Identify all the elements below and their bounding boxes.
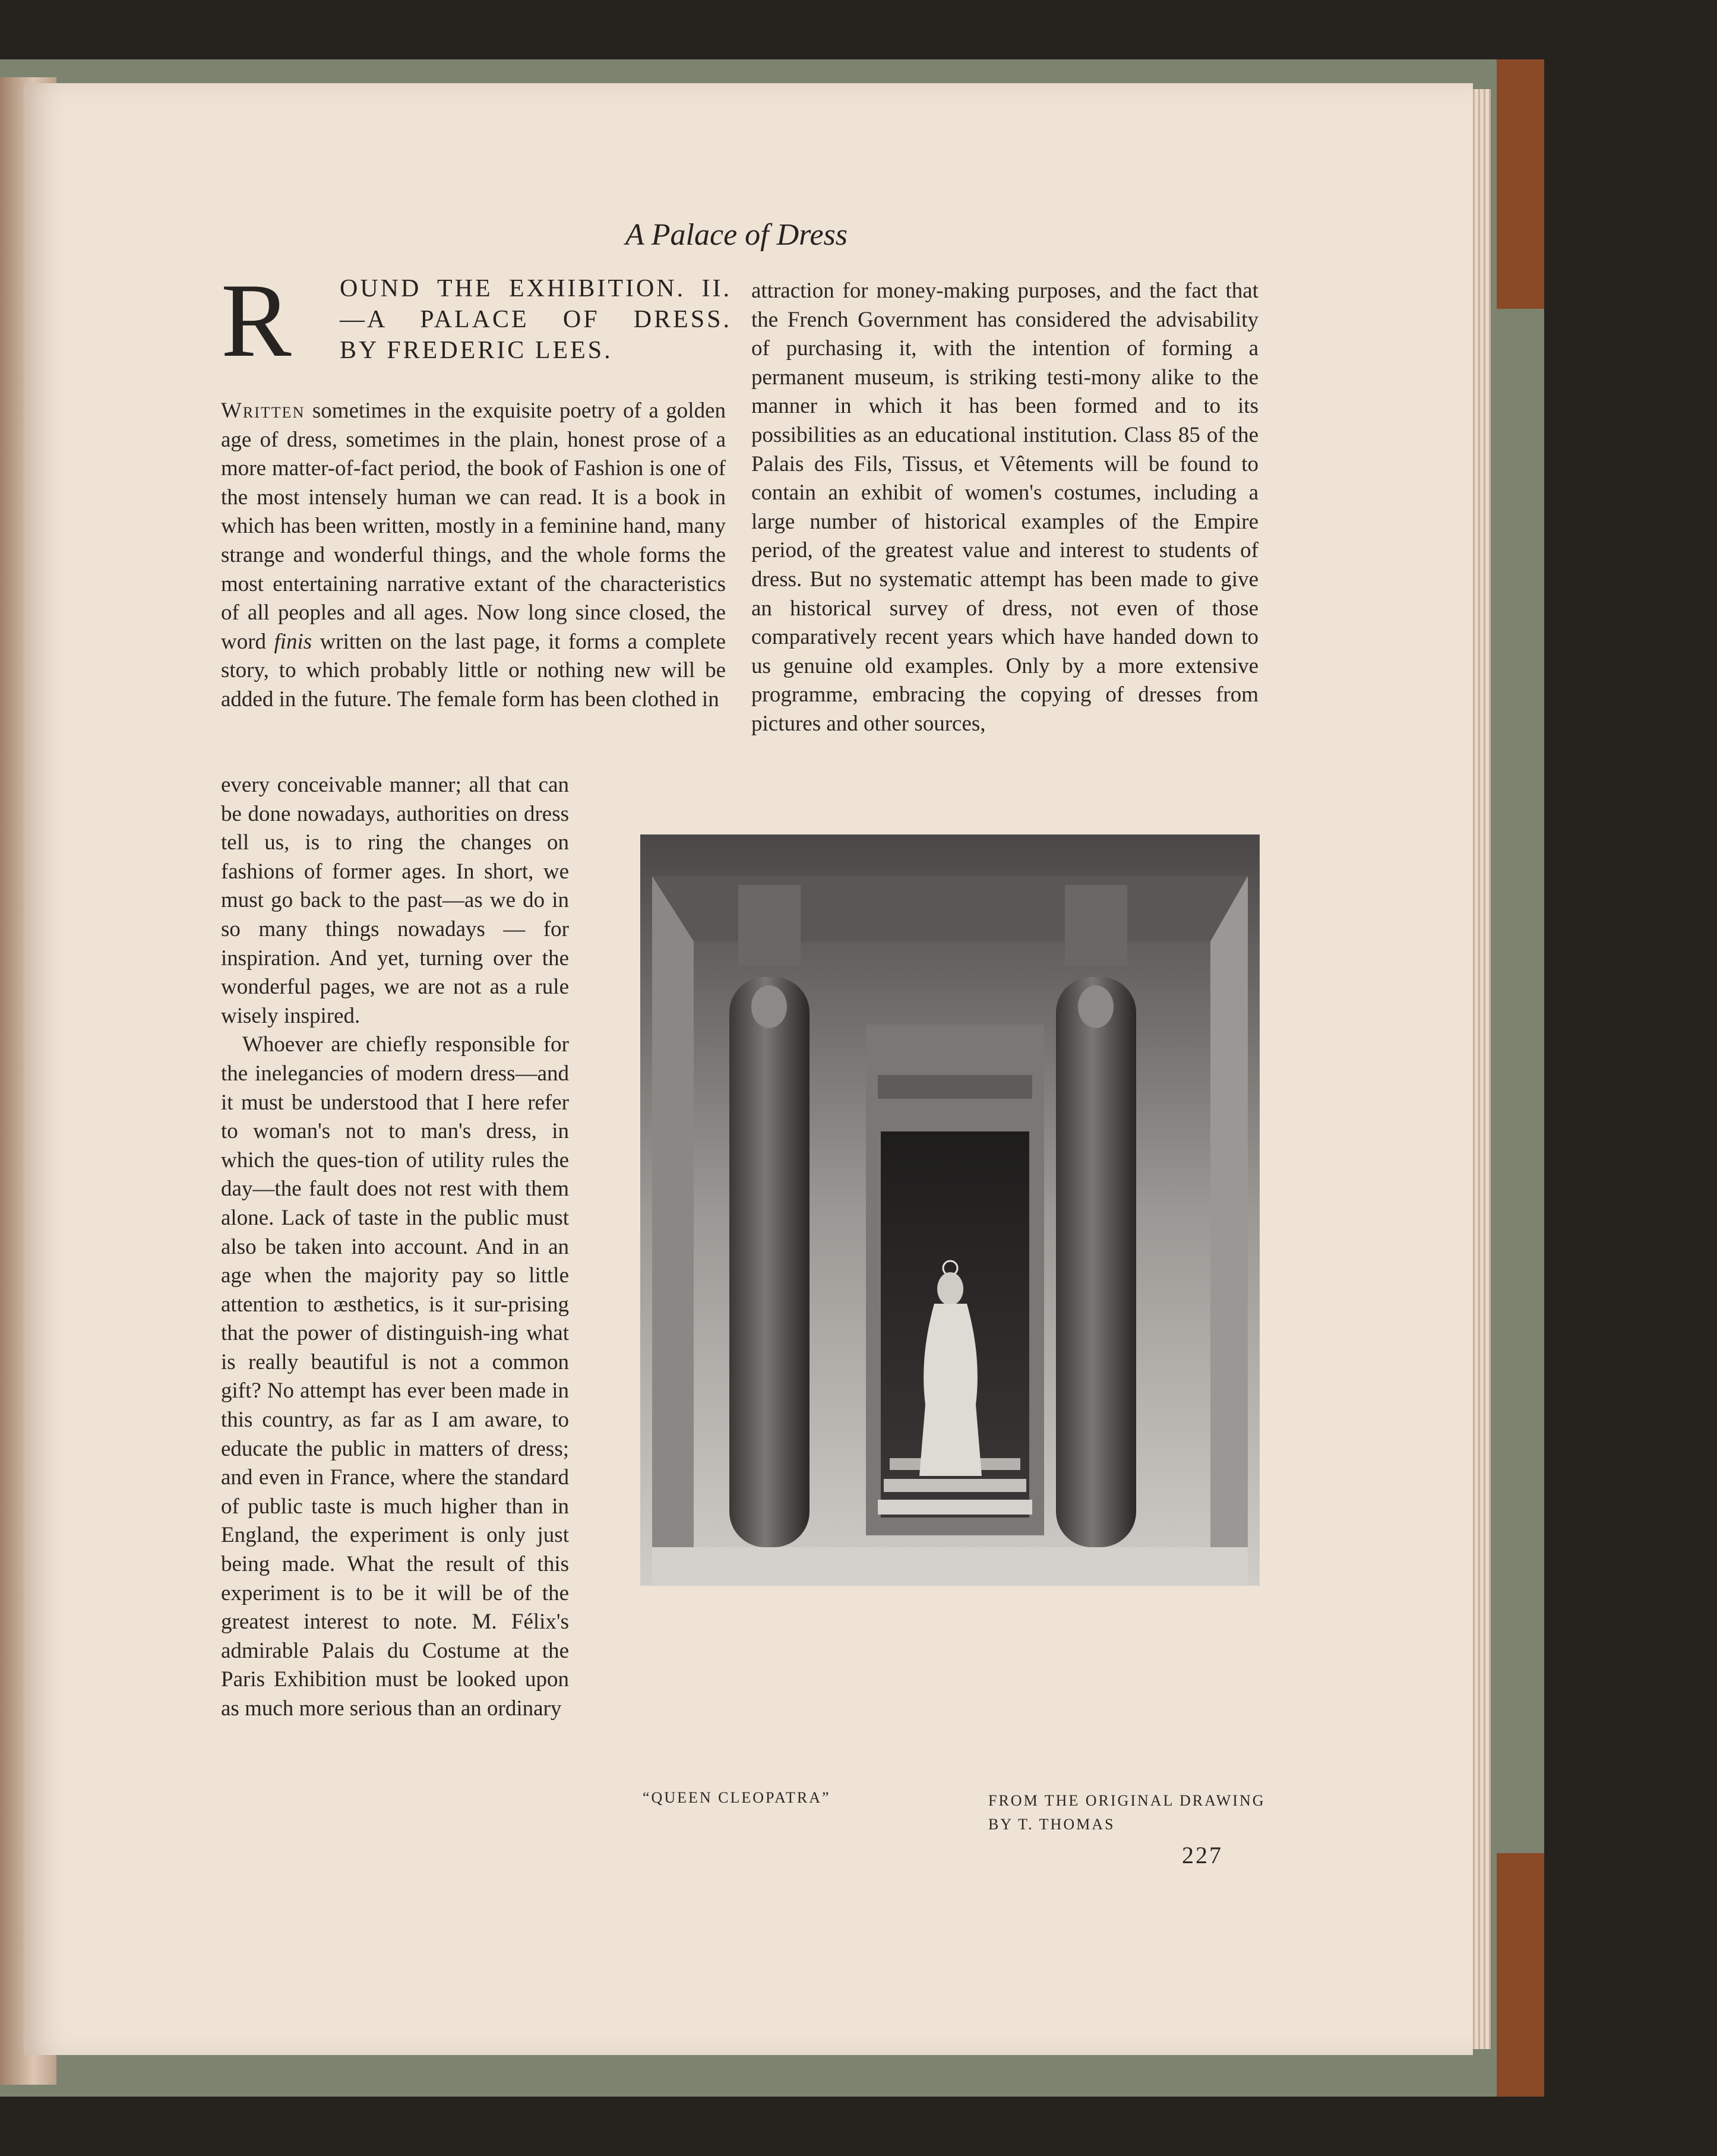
credit-line-1: FROM THE ORIGINAL DRAWING bbox=[988, 1792, 1266, 1809]
left-side-wall bbox=[652, 876, 694, 1586]
right-capital bbox=[1065, 885, 1127, 965]
title-line-2: —A PALACE OF DRESS. bbox=[340, 306, 732, 333]
cleopatra-head bbox=[937, 1272, 963, 1305]
title-lines bbox=[340, 273, 732, 366]
drop-cap: R bbox=[221, 261, 292, 379]
italic-word: finis bbox=[274, 629, 312, 654]
figure-caption-title: “QUEEN CLEOPATRA” bbox=[643, 1789, 831, 1806]
left-hathor-face bbox=[751, 985, 787, 1028]
paragraph-1-text-a: sometimes in the exquisite poetry of a golden age of dress, sometimes in the plain, honest prose of a more matter-of-fact period, the book of Fashion is one of the most intensely human we can read. It is a book in which has been written, mostly in a feminine hand, many strange and wonderful things, and the whole forms the most entertaining narrative extant of the characteristics of all peoples and all ages. Now long since closed, the word bbox=[221, 399, 726, 654]
step-3 bbox=[878, 1500, 1032, 1515]
step-2 bbox=[884, 1479, 1026, 1492]
page-number: 227 bbox=[1182, 1842, 1223, 1869]
column-2 bbox=[751, 277, 1258, 739]
corner-leather-top bbox=[1497, 59, 1544, 309]
column-1-top bbox=[221, 397, 726, 715]
paragraph-1 bbox=[221, 397, 726, 715]
paragraph-2: Whoever are chiefly responsible for the inelegancies of modern dress—and it must be understood that I here refer to woman's not to man's dress, in which the ques-tion of utility rules the day—the fault does not rest with them alone. Lack of taste in the public must also be taken into account. And in an age when the majority pay so little attention to æsthetics, is it sur-prising that the power of distinguish-ing what is really beautiful is not a common gift? No attempt has ever been made in this country, as far as I am aware, to educate the public in matters of dress; and even in France, where the standard of public taste is much higher than in England, the experiment is only just being made. What the result of this experiment is to be it will be of the greatest interest to note. M. Félix's admirable Palais du Costume at the Paris Exhibition must be looked upon as much more serious than an ordinary bbox=[221, 1032, 569, 1721]
right-hathor-face bbox=[1078, 985, 1114, 1028]
floor bbox=[652, 1547, 1248, 1586]
right-side-wall bbox=[1210, 876, 1248, 1586]
corner-leather-bottom bbox=[1497, 1853, 1544, 2097]
paragraph-1-text-b: written on the last page, it forms a complete story, to which probably little or nothing new will be added in the future. The female form has been clothed in bbox=[221, 629, 726, 712]
cleopatra-figure bbox=[919, 1304, 982, 1476]
left-column bbox=[729, 977, 810, 1547]
title-line-3: BY FREDERIC LEES. bbox=[340, 337, 613, 364]
figure-caption-credit bbox=[988, 1789, 1266, 1836]
column-1-narrow bbox=[221, 771, 569, 1724]
hieroglyph-band bbox=[878, 1075, 1032, 1099]
illustration-drawing bbox=[640, 834, 1260, 1586]
credit-line-2: BY T. THOMAS bbox=[988, 1816, 1115, 1833]
left-capital bbox=[738, 885, 801, 965]
column-2-text: attraction for money-making purposes, and the fact that the French Government has considered the advisability of purchasing it, with the intention of forming a permanent museum, is striking testi-mony alike to the manner in which it has been formed and to its possibilities as an educational institution. Class 85 of the Palais des Fils, Tissus, et Vêtements will be found to contain an exhibit of women's costumes, including a large number of historical examples of the Empire period, of the greatest value and interest to students of dress. But no systematic attempt has been made to give an historical survey of dress, not even of those comparatively recent years which have handed down to us genuine old examples. Only by a more extensive programme, embracing the copying of dresses from pictures and other sources, bbox=[751, 279, 1258, 736]
lead-small-caps: Written bbox=[221, 399, 305, 423]
right-column bbox=[1056, 977, 1136, 1547]
paragraph-1-continued: every conceivable manner; all that can be done nowadays, authorities on dress tell us, is to ring the changes on fashions of former ages. In short, we must go back to the past—as we do in so many things nowadays — for inspiration. And yet, turning over the wonderful pages, we are not as a rule wisely inspired. bbox=[221, 773, 569, 1028]
queen-cleopatra-illustration bbox=[640, 834, 1260, 1586]
title-line-1: OUND THE EXHIBITION. II. bbox=[340, 275, 732, 302]
running-head: A Palace of Dress bbox=[625, 218, 848, 252]
